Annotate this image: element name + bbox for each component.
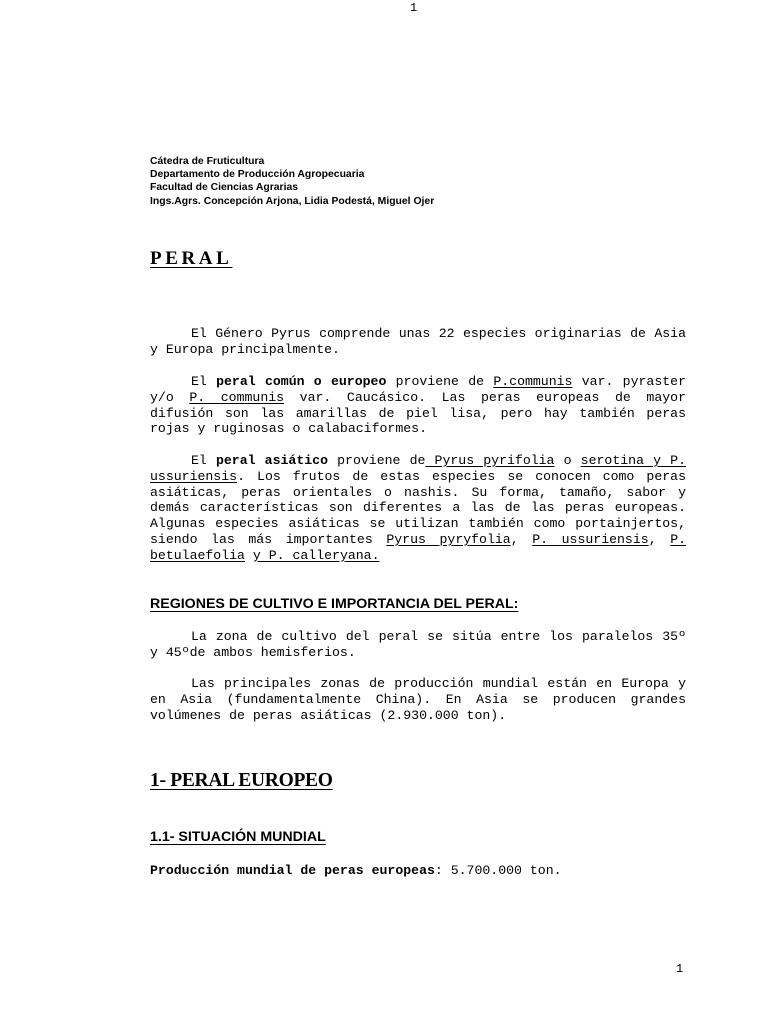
species-name: P. ussuriensis: [532, 531, 649, 547]
paragraph-production-zones: [150, 676, 686, 723]
text-run: proviene de: [327, 453, 426, 468]
text-run: El: [191, 374, 217, 389]
header-line-chair: Cátedra de Fruticultura: [150, 156, 265, 167]
text-run: ,: [648, 531, 671, 547]
header-line-faculty: Facultad de Ciencias Agrarias: [150, 182, 299, 194]
text-run: : 5.700.000 ton.: [434, 863, 562, 878]
document-title: PERAL: [150, 248, 233, 269]
paragraph-world-production: [150, 863, 686, 879]
species-name: Pyrus pyrifolia: [425, 453, 555, 468]
page-number-bottom: 1: [676, 962, 684, 976]
text-run: var. pyraster y/o: [150, 374, 686, 405]
species-name: y P. calleryana.: [252, 547, 380, 563]
paragraph-european-pear: [150, 374, 686, 437]
species-name: Pyrus pyryfolia: [386, 531, 511, 547]
page-number-top: 1: [410, 1, 418, 15]
bold-label: Producción mundial de peras europeas: [150, 863, 435, 878]
bold-term: peral común o europeo: [216, 374, 387, 389]
text-run: . Los frutos de estas especies se conocen como peras asiáticas, peras orientales o nashis. Su forma, tamaño, sabor y demás características son diferentes a las de las peras europeas. Algunas especies asiáticas se utilizan también como portainjertos, siendo las más importantes: [150, 468, 686, 547]
paragraph-asian-pear: [150, 453, 686, 564]
text-run: var. Caucásico. Las peras europeas de mayor difusión son las amarillas de piel lisa, pero hay también peras rojas y ruginosas o calabaciformes.: [150, 389, 687, 437]
bold-term: peral asiático: [215, 453, 328, 468]
document-header: [150, 155, 434, 208]
subsection-heading: 1.1- SITUACIÓN MUNDIAL: [150, 829, 326, 845]
header-line-department: Departamento de Producción Agropecuaria: [150, 169, 365, 181]
paragraph-cultivation-zone: [150, 629, 686, 661]
section-heading-regions: REGIONES DE CULTIVO E IMPORTANCIA DEL PERAL:: [150, 596, 519, 612]
paragraph-cultivation-zone-text: La zona de cultivo del peral se sitúa entre los paralelos 35º y 45ºde ambos hemisferios.: [150, 629, 686, 660]
species-name: P.communis: [493, 374, 573, 389]
text-run: proviene de: [386, 374, 494, 389]
text-run: ,: [510, 531, 533, 547]
species-name: serotina y P. ussuriensis: [150, 453, 686, 484]
header-line-authors: Ings.Agrs. Concepción Arjona, Lidia Podestá, Miguel Ojer: [150, 195, 435, 207]
species-name: P. betulaefolia: [150, 531, 687, 563]
text-run: o: [554, 453, 581, 468]
text-run: El: [191, 453, 216, 468]
chapter-heading: 1- PERAL EUROPEO: [150, 770, 333, 791]
text-run: [245, 548, 253, 563]
paragraph-genus-text: El Género Pyrus comprende unas 22 especies originarias de Asia y Europa principalmente.: [150, 326, 686, 357]
paragraph-production-zones-text: Las principales zonas de producción mundial están en Europa y en Asia (fundamentalmente China). En Asia se producen grandes volúmenes de peras asiáticas (2.930.000 ton).: [150, 676, 686, 723]
paragraph-genus: [150, 326, 686, 358]
species-name: P. communis: [189, 389, 285, 405]
